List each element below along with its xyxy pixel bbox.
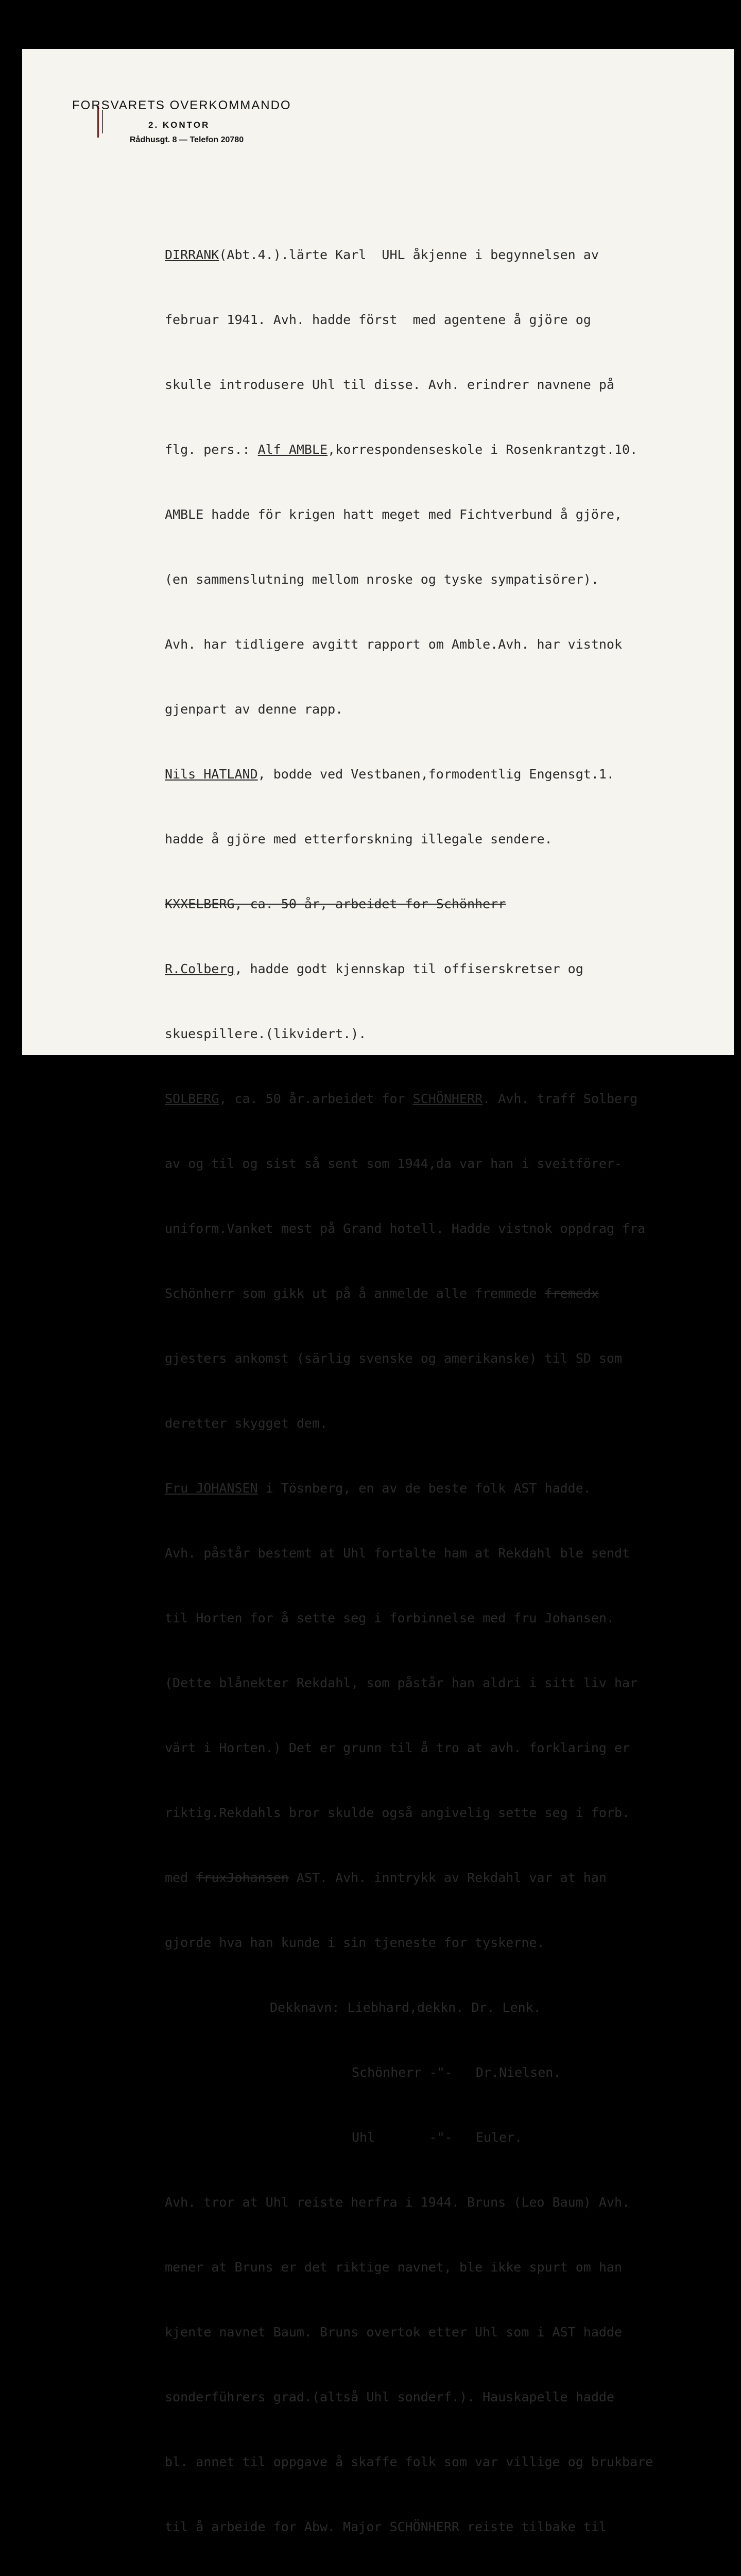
text-line: SOLBERG, ca. 50 år.arbeidet for SCHÖNHERR. Avh. traff Solberg bbox=[165, 1091, 638, 1106]
person-name: DIRRANK bbox=[165, 247, 219, 262]
struck-word: fruxJohansen bbox=[196, 1870, 289, 1885]
text-line: februar 1941. Avh. hadde först med agentene å gjöre og bbox=[165, 312, 591, 327]
text-line: av og til og sist så sent som 1944,da var han i sveitförer- bbox=[165, 1156, 623, 1171]
text-line: DIRRANK(Abt.4.).lärte Karl UHL åkjenne i begynnelsen av bbox=[165, 247, 599, 262]
text-line: kjente navnet Baum. Bruns overtok etter Uhl som i AST hadde bbox=[165, 2325, 623, 2340]
person-name: Alf AMBLE bbox=[257, 442, 328, 457]
text-line: Avh. har tidligere avgitt rapport om Amble.Avh. har vistnok bbox=[165, 637, 623, 652]
text-line: R.Colberg, hadde godt kjennskap til offiserskretser og bbox=[165, 961, 583, 976]
text-line: Avh. tror at Uhl reiste herfra i 1944. Bruns (Leo Baum) Avh. bbox=[165, 2195, 630, 2210]
text-line: Fru JOHANSEN i Tösnberg, en av de beste folk AST hadde. bbox=[165, 1481, 591, 1496]
text-line: skulle introdusere Uhl til disse. Avh. erindrer navnene på bbox=[165, 377, 614, 392]
person-name: SOLBERG bbox=[165, 1091, 219, 1106]
person-name: R.Colberg bbox=[165, 961, 235, 976]
text-line: riktig.Rekdahls bror skulde også angivelig sette seg i forb. bbox=[165, 1805, 630, 1820]
cover-names-line: Uhl -"- Euler. bbox=[352, 2130, 523, 2145]
office-address: Rådhusgt. 8 — Telefon 20780 bbox=[130, 135, 244, 144]
text-line: flg. pers.: Alf AMBLE,korrespondenseskole i Rosenkrantzgt.10. bbox=[165, 442, 638, 457]
text-line: gjesters ankomst (särlig svenske og amerikanske) til SD som bbox=[165, 1351, 623, 1366]
cover-names-line: Schönherr -"- Dr.Nielsen. bbox=[352, 2065, 561, 2080]
person-name: Nils HATLAND bbox=[165, 767, 258, 782]
text-line: skuespillere.(likvidert.). bbox=[165, 1026, 367, 1041]
text-line: bl. annet til oppgave å skaffe folk som var villige og brukbare bbox=[165, 2454, 653, 2469]
text-line: gjenpart av denne rapp. bbox=[165, 702, 343, 717]
person-name: Fru JOHANSEN bbox=[165, 1481, 258, 1496]
text-line: uniform.Vanket mest på Grand hotell. Hadde vistnok oppdrag fra bbox=[165, 1221, 646, 1236]
text-line: deretter skygget dem. bbox=[165, 1416, 328, 1431]
office-name: 2. KONTOR bbox=[148, 120, 210, 130]
struck-word: fremedx bbox=[544, 1286, 599, 1301]
letterhead bbox=[72, 98, 291, 145]
person-name: SCHÖNHERR bbox=[412, 1091, 483, 1106]
typed-report bbox=[165, 201, 736, 2576]
text-line: AMBLE hadde för krigen hatt meget med Fichtverbund å gjöre, bbox=[165, 507, 623, 522]
text-line: mener at Bruns er det riktige navnet, ble ikke spurt om han bbox=[165, 2260, 623, 2275]
cover-names-line: Dekknavn: Liebhard,dekkn. Dr. Lenk. bbox=[270, 2000, 541, 2015]
text-line: Schönherr som gikk ut på å anmelde alle fremmede fremedx bbox=[165, 1286, 599, 1301]
document-page bbox=[22, 49, 734, 2534]
struck-line: KXXELBERG, ca. 50 år, arbeidet for Schönherr bbox=[165, 896, 506, 911]
text-line: hadde å gjöre med etterforskning illegale sendere. bbox=[165, 832, 553, 846]
text-line: til Horten for å sette seg i forbinnelse med fru Johansen. bbox=[165, 1611, 614, 1625]
text-line: sonderführers grad.(altså Uhl sonderf.). Hauskapelle hadde bbox=[165, 2389, 614, 2404]
text-line: värt i Horten.) Det er grunn til å tro at avh. forklaring er bbox=[165, 1740, 630, 1755]
text-line: til å arbeide for Abw. Major SCHÖNHERR reiste tilbake til bbox=[165, 2519, 607, 2534]
text-line: gjorde hva han kunde i sin tjeneste for tyskerne. bbox=[165, 1935, 545, 1950]
text-line: med fruxJohansen AST. Avh. inntrykk av Rekdahl var at han bbox=[165, 1870, 607, 1885]
text-line: (Dette blånekter Rekdahl, som påstår han aldri i sitt liv har bbox=[165, 1675, 638, 1690]
text-line: (en sammenslutning mellom nroske og tyske sympatisörer). bbox=[165, 572, 599, 587]
text-line: Avh. påstår bestemt at Uhl fortalte ham at Rekdahl ble sendt bbox=[165, 1546, 630, 1561]
organization-name: FORSVARETS OVERKOMMANDO bbox=[72, 98, 291, 112]
text-line: Nils HATLAND, bodde ved Vestbanen,formodentlig Engensgt.1. bbox=[165, 767, 614, 782]
